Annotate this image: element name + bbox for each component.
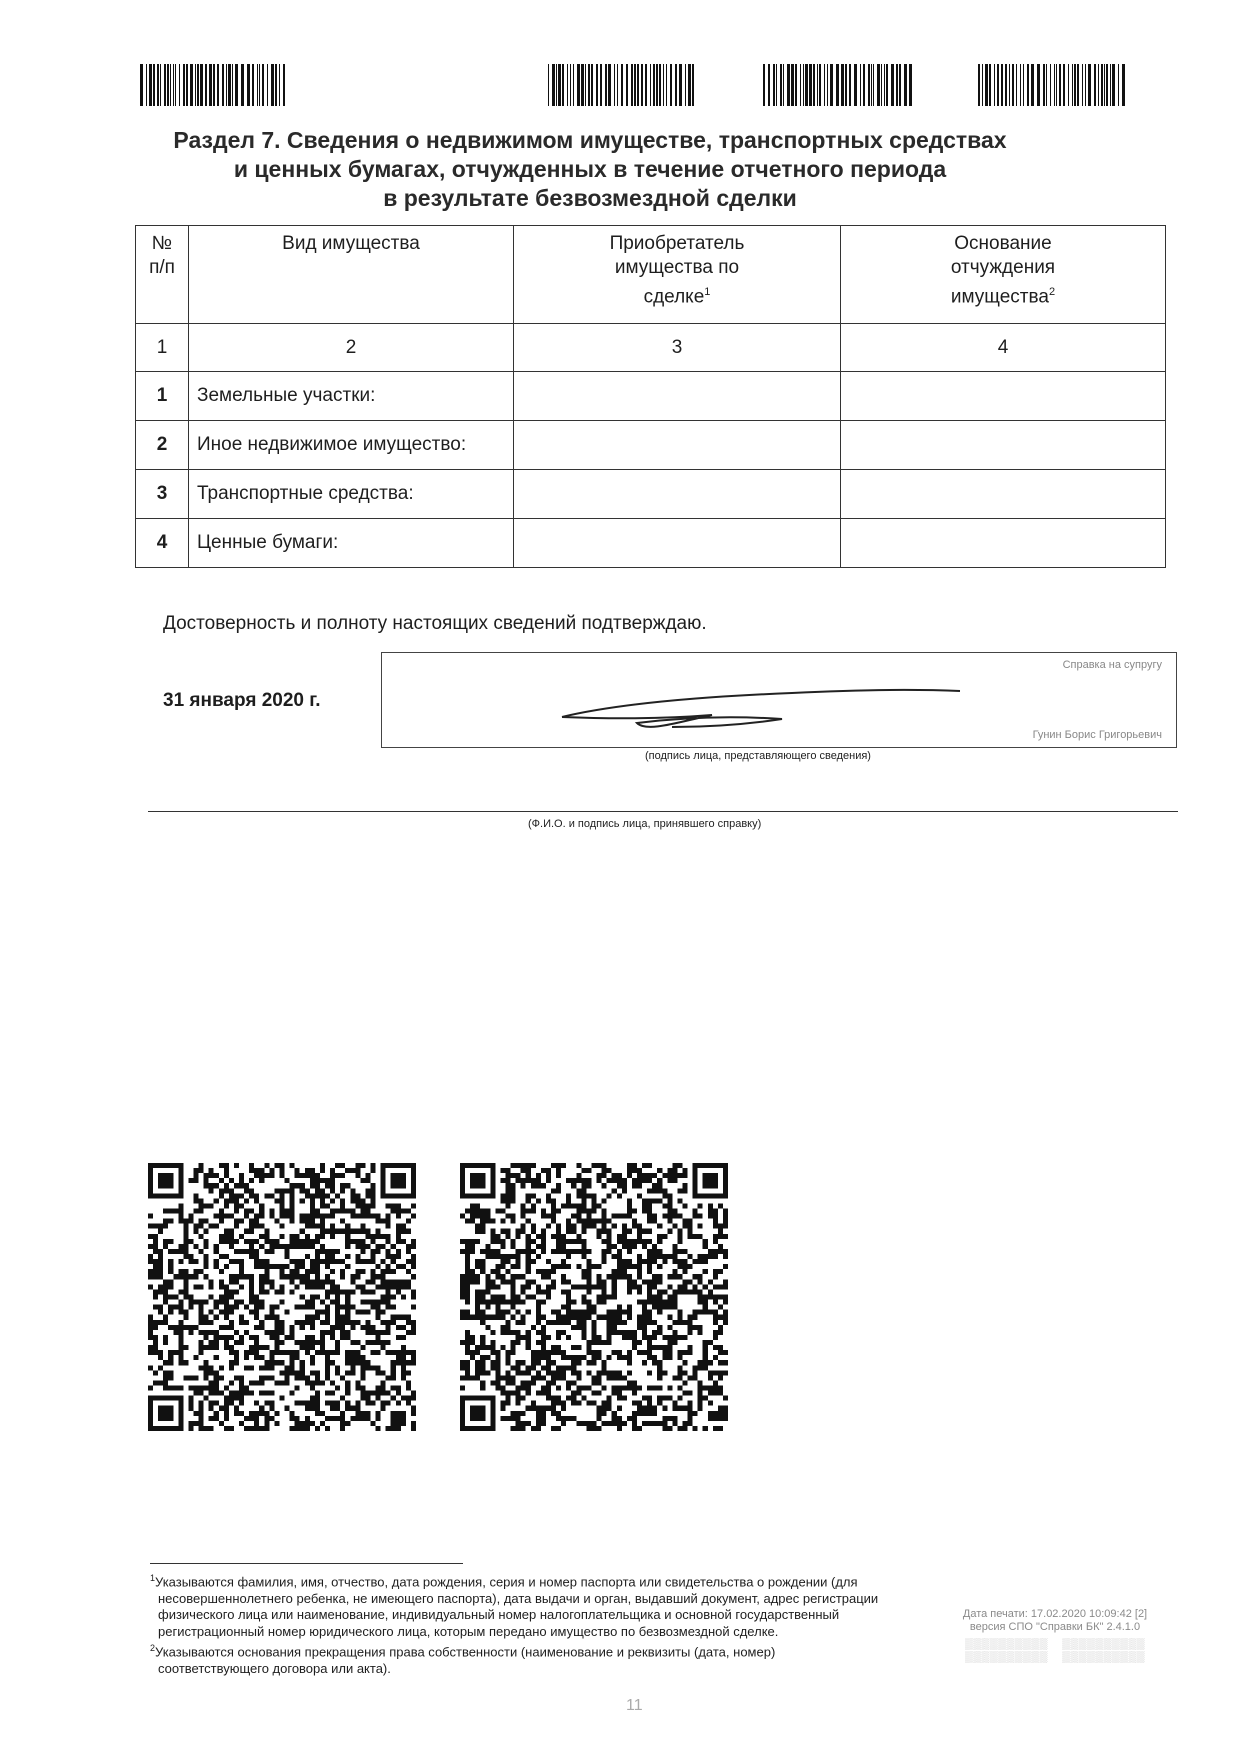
signature-caption: (подпись лица, представляющего сведения) xyxy=(645,750,871,762)
row-acquirer xyxy=(514,372,841,421)
column-number: 3 xyxy=(514,324,841,372)
acceptor-line xyxy=(148,811,1178,812)
qr-code-1 xyxy=(148,1163,416,1431)
column-number: 1 xyxy=(136,324,189,372)
footnote-ref: 2 xyxy=(1048,286,1056,298)
row-basis xyxy=(841,519,1166,568)
footnotes xyxy=(150,1570,880,1678)
row-number: 1 xyxy=(136,372,189,421)
row-basis xyxy=(841,372,1166,421)
signature-box-note: Справка на супругу xyxy=(1062,659,1162,671)
table-header-row xyxy=(136,226,1166,324)
barcode-4 xyxy=(978,64,1128,106)
row-acquirer xyxy=(514,519,841,568)
row-kind: Земельные участки: xyxy=(189,372,514,421)
row-kind: Ценные бумаги: xyxy=(189,519,514,568)
column-number-row xyxy=(136,324,1166,372)
title-line: в результате безвозмездной сделки xyxy=(383,185,797,211)
row-basis xyxy=(841,470,1166,519)
page-number: 11 xyxy=(626,1697,643,1714)
barcode-3 xyxy=(763,64,913,106)
footnote-1: $^1$Указываются фамилия, имя, отчество, дата рождения, серия и номер паспорта или свидетельства о рождении (для несовершеннолетнего ребенка, не имеющего паспорта), дата выдачи и орган, выдавший документ, адрес регистрации физического лица или наименование, индивидуальный номер налогоплательщика и основной государственный регистрационный номер юридического лица, которым передано имущество по безвозмездной сделке. xyxy=(150,1573,879,1639)
software-version: версия СПО "Справки БК" 2.4.1.0 xyxy=(969,1621,1141,1633)
row-acquirer xyxy=(514,421,841,470)
row-kind: Транспортные средства: xyxy=(189,470,514,519)
handwritten-signature xyxy=(552,675,972,735)
qr-code-2 xyxy=(460,1163,728,1431)
print-date: Дата печати: 17.02.2020 10:09:42 [2] xyxy=(962,1608,1148,1620)
signature-box xyxy=(381,652,1177,748)
property-table xyxy=(135,225,1166,568)
row-basis xyxy=(841,421,1166,470)
row-number: 2 xyxy=(136,421,189,470)
header-acquirer: Приобретатель имущества по сделке$^1$ xyxy=(514,226,841,324)
row-kind: Иное недвижимое имущество: xyxy=(189,421,514,470)
barcode-1 xyxy=(140,64,288,106)
row-number: 4 xyxy=(136,519,189,568)
footnote-ref: 1 xyxy=(704,286,711,298)
signing-date: 31 января 2020 г. xyxy=(163,690,321,711)
footnote-rule xyxy=(150,1563,463,1564)
table-row xyxy=(136,470,1166,519)
row-number: 3 xyxy=(136,470,189,519)
print-hash: ▒▒▒▒▒▒▒▒▒▒ ▒▒▒▒▒▒▒▒▒▒ xyxy=(964,1651,1146,1663)
column-number: 2 xyxy=(189,324,514,372)
barcode-2 xyxy=(548,64,698,106)
header-kind: Вид имущества xyxy=(189,226,514,324)
table-row xyxy=(136,421,1166,470)
title-line: и ценных бумагах, отчужденных в течение отчетного периода xyxy=(233,156,947,182)
section-title xyxy=(140,126,1040,213)
table-row xyxy=(136,519,1166,568)
print-hash: ▒▒▒▒▒▒▒▒▒▒ ▒▒▒▒▒▒▒▒▒▒ xyxy=(964,1638,1146,1650)
header-number: № п/п xyxy=(136,226,189,324)
print-info xyxy=(940,1608,1170,1664)
footnote-2: $^2$Указываются основания прекращения права собственности (наименование и реквизиты (дата, номер) соответствующего договора или акта). xyxy=(150,1643,776,1677)
acceptor-caption: (Ф.И.О. и подпись лица, принявшего справку) xyxy=(528,818,762,830)
signer-name: Гунин Борис Григорьевич xyxy=(1032,729,1162,741)
table-row xyxy=(136,372,1166,421)
confirmation-text: Достоверность и полноту настоящих сведений подтверждаю. xyxy=(163,613,707,634)
row-acquirer xyxy=(514,470,841,519)
title-line: Раздел 7. Сведения о недвижимом имуществе, транспортных средствах xyxy=(173,127,1007,153)
column-number: 4 xyxy=(841,324,1166,372)
header-basis: Основание отчуждения имущества$^2$ xyxy=(841,226,1166,324)
